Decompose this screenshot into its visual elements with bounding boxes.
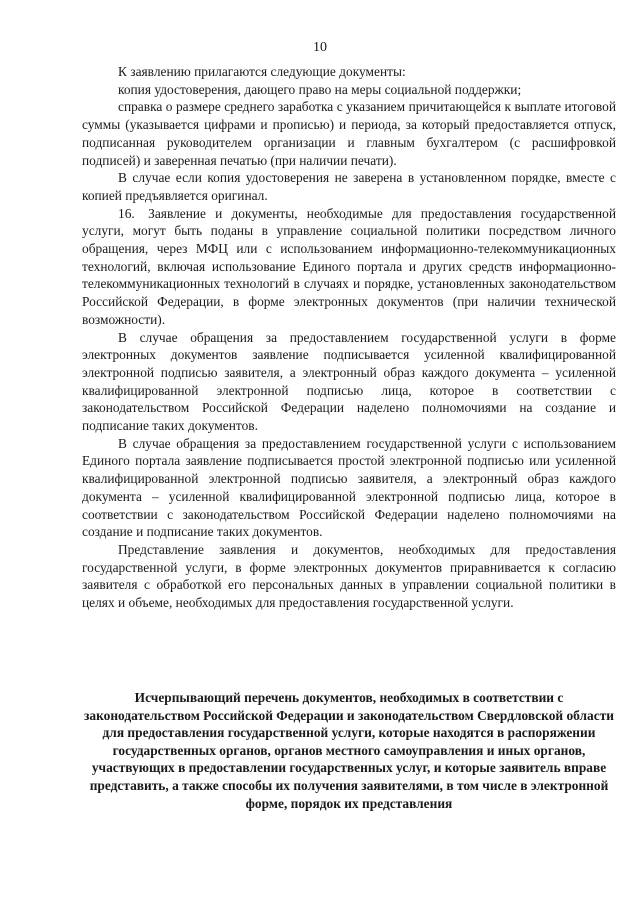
- paragraph-attached-documents: К заявлению прилагаются следующие документы:: [118, 64, 406, 79]
- paragraph-original-copy: В случае если копия удостоверения не заверена в установленном порядке, вместе с копией предъявляется оригинал.: [82, 170, 616, 203]
- body-text: [82, 63, 616, 612]
- item-16-text: Заявление и документы, необходимые для предоставления государственной услуги, могут быть поданы в управление социальной политики посредством личного обращения, через МФЦ или с использованием информационно-телекоммуникационных технологий, включая использование Единого портала и других средств информационно-телекоммуникационных технологий в случаях и порядке, установленных законодательством Российской Федерации, в форме электронных документов (при наличии технической возможности).: [82, 205, 616, 327]
- paragraph-salary-certificate: справка о размере среднего заработка с указанием причитающейся к выплате итоговой суммы (указывается цифрами и прописью) и периода, за который предоставляется отпуск, подписанная руководителем организации и главным бухгалтером (с расшифровкой подписей) и заверенная печатью (при наличии печати).: [82, 99, 616, 168]
- paragraph-certificate-copy: копия удостоверения, дающего право на меры социальной поддержки;: [118, 81, 522, 97]
- item-number: 16.: [118, 205, 135, 221]
- paragraph-unified-portal: В случае обращения за предоставлением государственной услуги с использованием Единого портала заявление подписывается простой электронной подписью или усиленной квалифицированной электронной подписью заявителя, а электронный образ каждого документа – усиленной квалифицированной электронной подписью лица, которое в соответствии с законодательством Российской Федерации наделено полномочиями на создание и подписание таких документов.: [82, 435, 616, 540]
- paragraph-electronic-signature: В случае обращения за предоставлением государственной услуги в форме электронных документов заявление подписывается усиленной квалифицированной электронной подписью заявителя, а электронный образ каждого документа – усиленной квалифицированной электронной подписью лица, которое в соответствии с законодательством Российской Федерации наделено полномочиями на создание и подписание таких документов.: [82, 329, 616, 434]
- paragraph-personal-data-consent: Представление заявления и документов, необходимых для предоставления государственной услуги, в форме электронных документов приравнивается к согласию заявителя с обработкой его персональных данных в управлении социальной политики в целях и объеме, необходимых для предоставления государственной услуги.: [82, 541, 616, 611]
- page-number: 10: [313, 40, 327, 55]
- section-heading: Исчерпывающий перечень документов, необходимых в соответствии с законодательством Российской Федерации и законодательством Свердловской области для предоставления государственной услуги, которые находятся в распоряжении государственных органов, органов местного самоуправления и иных органов, участвующих в предоставлении государственных услуг, и которые заявитель вправе представить, а также способы их получения заявителями, в том числе в электронной форме, порядок их представления: [84, 690, 614, 811]
- paragraph-item-16: [82, 205, 616, 329]
